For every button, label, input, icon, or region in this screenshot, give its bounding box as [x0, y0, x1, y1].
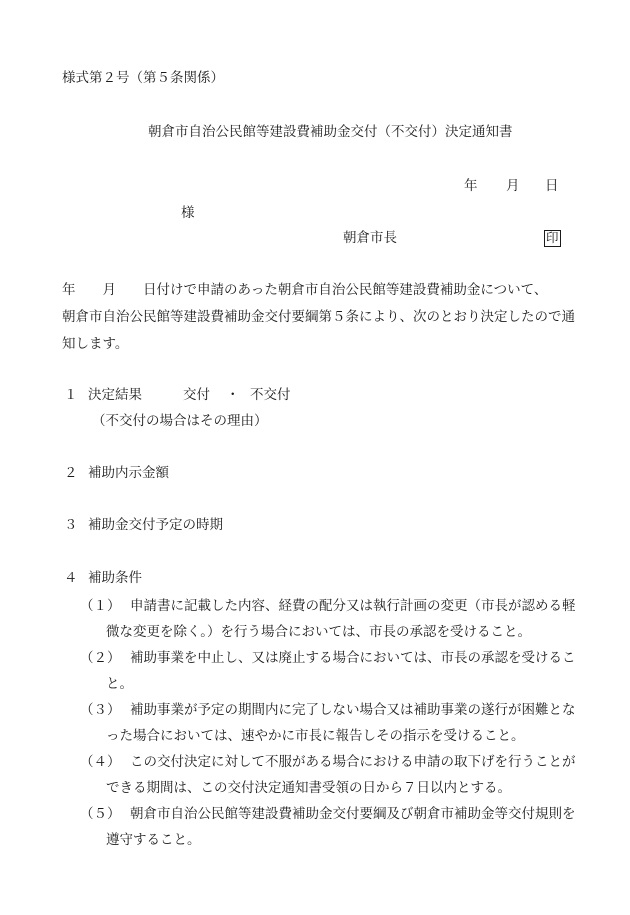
- section-title-decision-result: 決定結果: [88, 387, 142, 403]
- deny-reason-note: （不交付の場合はその理由）: [92, 413, 268, 429]
- intro-line-3: 知します。: [62, 336, 129, 352]
- condition-number: （４）: [80, 754, 121, 770]
- section-title-grant-amount: 補助内示金額: [88, 465, 169, 481]
- condition-text-line: できる期間は、この交付決定通知書受領の日から７日以内とする。: [106, 780, 511, 796]
- issuer-name: 朝倉市長: [343, 230, 397, 246]
- condition-number: （２）: [80, 650, 121, 666]
- condition-text-line: 微な変更を除く。）を行う場合においては、市長の承認を受けること。: [106, 624, 531, 640]
- condition-number: （１）: [80, 598, 121, 614]
- date-month-label: 月: [506, 178, 520, 194]
- section-number: ４: [64, 570, 78, 586]
- section-title-grant-timing: 補助金交付予定の時期: [88, 517, 223, 533]
- form-number: 様式第２号（第５条関係）: [62, 70, 224, 86]
- date-day-label: 日: [545, 178, 559, 194]
- condition-text-line: この交付決定に対して不服がある場合における申請の取下げを行うことが: [130, 754, 576, 770]
- section-number: ２: [64, 465, 78, 481]
- option-grant: 交付: [183, 387, 210, 403]
- condition-text-line: と。: [106, 676, 133, 692]
- addressee-honorific: 様: [181, 205, 195, 221]
- document-title: 朝倉市自治公民館等建設費補助金交付（不交付）決定通知書: [148, 124, 513, 140]
- condition-text-line: 補助事業が予定の期間内に完了しない場合又は補助事業の遂行が困難とな: [130, 702, 576, 718]
- condition-text-line: 申請書に記載した内容、経費の配分又は執行計画の変更（市長が認める軽: [130, 598, 576, 614]
- date-year-label: 年: [464, 178, 478, 194]
- condition-number: （３）: [80, 702, 121, 718]
- option-deny: 不交付: [250, 387, 291, 403]
- section-number: １: [64, 387, 78, 403]
- condition-text-line: 遵守すること。: [106, 832, 201, 848]
- intro-line-1: 年 月 日付けで申請のあった朝倉市自治公民館等建設費補助金について、: [62, 282, 548, 298]
- intro-line-2: 朝倉市自治公民館等建設費補助金交付要綱第５条により、次のとおり決定したので通: [62, 309, 575, 325]
- section-number: ３: [64, 517, 78, 533]
- condition-text-line: 補助事業を中止し、又は廃止する場合においては、市長の承認を受けるこ: [130, 650, 576, 666]
- condition-number: （５）: [80, 806, 121, 822]
- option-separator: ・: [226, 387, 240, 403]
- section-title-conditions: 補助条件: [88, 570, 142, 586]
- condition-text-line: 朝倉市自治公民館等建設費補助金交付要綱及び朝倉市補助金等交付規則を: [130, 806, 576, 822]
- seal-mark: 印: [546, 230, 559, 245]
- condition-text-line: った場合においては、速やかに市長に報告しその指示を受けること。: [106, 728, 525, 744]
